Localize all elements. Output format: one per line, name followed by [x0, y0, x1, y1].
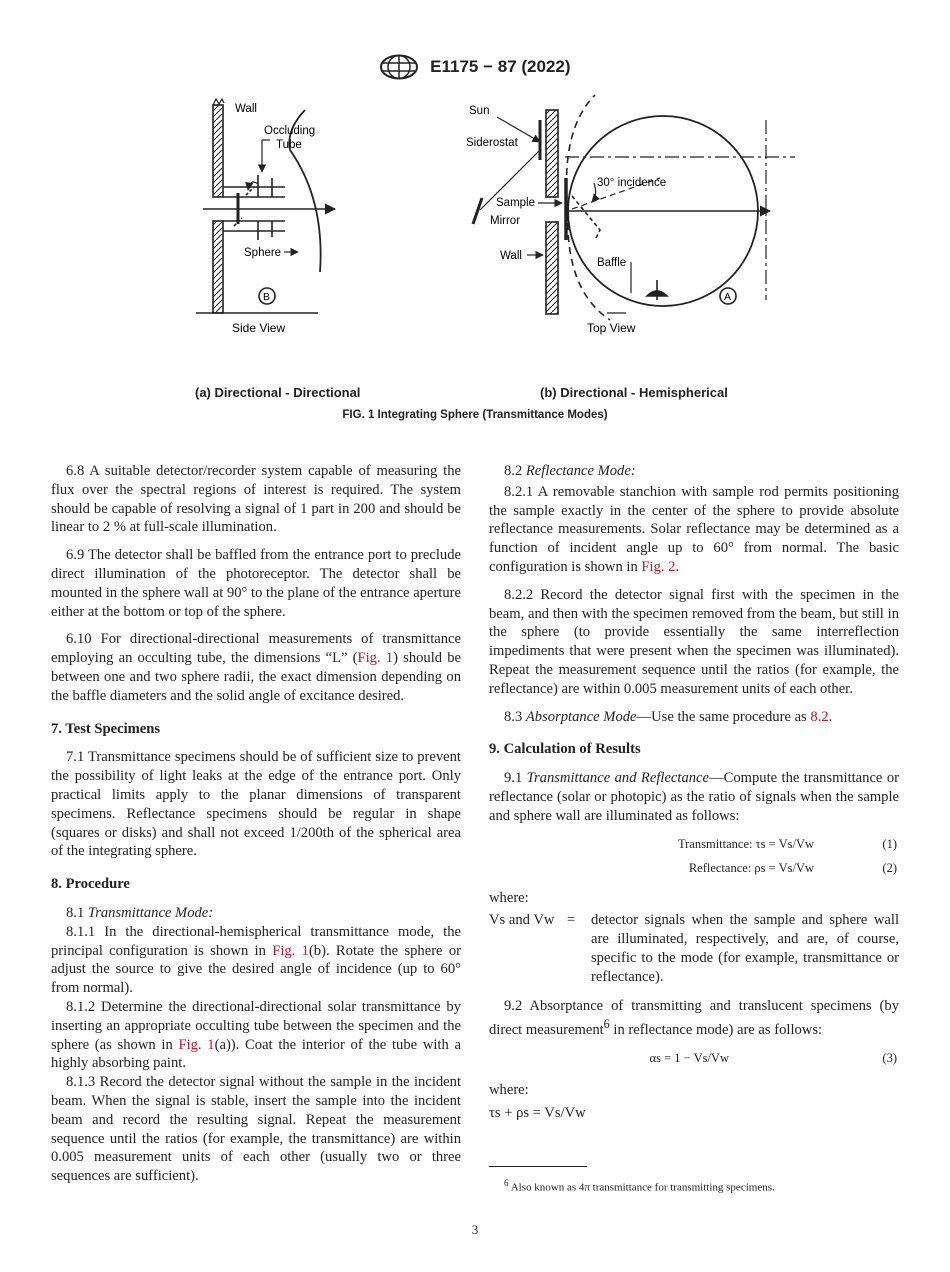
occluding-label: Occluding: [264, 125, 316, 137]
right-column: [489, 462, 899, 1123]
paragraph-8-1-1: 8.1.1 In the directional-hemispherical transmittance mode, the principal configuration is shown in Fig. 1(b). Rotate the sphere or adjust the source to give the desired angle of incidence (up to 60° from normal).: [51, 923, 461, 997]
incidence-label: 30° incidence: [597, 177, 667, 189]
where-label-2: where:: [489, 1081, 529, 1098]
page-number: 3: [471, 1222, 479, 1237]
side-view-label: Side View: [232, 321, 286, 335]
section-8-heading: 8. Procedure: [51, 876, 130, 893]
left-column: [51, 462, 461, 1186]
fig-1-link[interactable]: Fig. 1: [357, 650, 394, 667]
equation-2: Reflectance: ρs = Vs/Vw (2): [688, 860, 897, 875]
caption-b: (b) Directional - Hemispherical: [540, 385, 728, 400]
fig-2-link[interactable]: Fig. 2: [641, 558, 676, 575]
fig-1-link[interactable]: Fig. 1: [178, 1036, 215, 1053]
section-8-2-link[interactable]: 8.2: [810, 708, 829, 725]
paragraph-8-3: 8.3 Absorptance Mode—Use the same procedure as 8.2.: [504, 708, 833, 725]
marker-b: B: [263, 291, 271, 303]
paragraph-8-1-3: 8.1.3 Record the detector signal without the sample in the incident beam. When the signal is stable, insert the sample into the incident beam and record the resulting signal. Repeat the measurement sequence until the ratios (for example, the transmittance) are within 0.005 measurement units of each other (usually two or three sequences are sufficient).: [51, 1074, 461, 1185]
paragraph-8-1: 8.1 Transmittance Mode:: [66, 904, 214, 921]
wall-label: Wall: [235, 103, 257, 115]
paragraph-7-1: 7.1 Transmittance specimens should be of sufficient size to prevent the possibility of light leaks at the edge of the entrance port. Only practical limits apply to the planar dimensions of transparent specimens. Reflectance specimens should be regular in shape (squares or disks) and shall not exceed 1/200th of the spherical area of the integrating sphere.: [51, 749, 461, 860]
section-9-heading: 9. Calculation of Results: [489, 741, 641, 758]
marker-a: A: [724, 291, 732, 303]
paragraph-8-1-2: 8.1.2 Determine the directional-directional solar transmittance by inserting an appropriate occulting tube between the specimen and the sphere (as shown in Fig. 1(a)). Coat the interior of the tube with a highly absorbing paint.: [51, 998, 461, 1072]
caption-a: (a) Directional - Directional: [195, 385, 361, 400]
equation-4: τs + ρs = Vs/Vw: [489, 1104, 586, 1121]
paragraph-6-8: 6.8 A suitable detector/recorder system capable of measuring the flux over the spectral regions of interest is required. The system should be capable of resolving a signal of 1 part in 200 and should be linear to 2 % at full-scale illumination.: [51, 463, 461, 536]
page-header: [0, 54, 950, 80]
section-7-heading: 7. Test Specimens: [51, 720, 161, 737]
paragraph-6-10: 6.10 For directional-directional measurements of transmittance employing an occulting tube, the dimensions “L” (Fig. 1) should be between one and two sphere radii, the exact dimension depending on the baffle diameters and the solid angle of excitance desired.: [51, 631, 462, 704]
sample-label: Sample: [496, 197, 535, 209]
standard-code: E1175 − 87 (2022): [430, 57, 571, 76]
paragraph-8-2-2: 8.2.2 Record the detector signal first with the specimen in the beam, and then with the specimen removed from the beam, but still in the sphere (to provide essentially the same interreflection impediments that were present when the specimen was illuminated). Repeat the measurement sequence until the ratios (for example, the reflectance) are within 0.005 measurement units of each other.: [489, 586, 899, 697]
wall-label-right: Wall: [500, 250, 522, 262]
tube-label: Tube: [276, 139, 302, 151]
top-view-label: Top View: [587, 321, 636, 335]
paragraph-8-2: 8.2 Reflectance Mode:: [504, 463, 636, 479]
mirror-label: Mirror: [490, 215, 521, 227]
astm-logo-icon: [379, 54, 419, 80]
fig-1-link[interactable]: Fig. 1: [272, 942, 309, 959]
where-definition: Vs and Vw = detector signals when the sample and sphere wall are illuminated, respectively, and are, of course, specific to the mode (for example, transmittance or reflectance).: [489, 912, 899, 985]
paragraph-8-2-1: 8.2.1 A removable stanchion with sample rod permits positioning the sample exactly in the center of the sphere to provide absolute reflectance measurements. Solar reflectance may be determined as a function of incident angle up to 60° from normal. The basic configuration is shown in Fig. 2.: [489, 483, 899, 575]
footnote-rule: [489, 1166, 587, 1167]
sphere-label: Sphere: [244, 247, 282, 259]
equation-3: αs = 1 − Vs/Vw (3): [649, 1050, 897, 1065]
equation-1: Transmittance: τs = Vs/Vw (1): [677, 836, 897, 851]
paragraph-6-9: 6.9 The detector shall be baffled from the entrance port to preclude direct illumination of the photoreceptor. The detector shall be mounted in the sphere wall at 90° to the plane of the entrance aperture either at the bottom or top of the sphere.: [51, 547, 461, 620]
paragraph-9-2: 9.2 Absorptance of transmitting and translucent specimens (by direct measurement$^6$ in reflectance mode) are as follows:: [489, 997, 899, 1039]
where-label: where:: [489, 889, 529, 906]
figure-1-diagram: [0, 90, 950, 390]
siderostat-label: Siderostat: [466, 137, 518, 149]
baffle-label: Baffle: [597, 257, 627, 269]
figure-title: FIG. 1 Integrating Sphere (Transmittance Modes): [342, 409, 608, 421]
sun-label: Sun: [469, 105, 490, 117]
paragraph-9-1: 9.1 Transmittance and Reflectance—Compute the transmittance or reflectance (solar or photopic) as the ratio of signals when the sample and sphere wall are illuminated as follows:: [489, 770, 899, 824]
footnote: $^6$ Also known as 4π transmittance for transmitting specimens.: [504, 1178, 775, 1194]
